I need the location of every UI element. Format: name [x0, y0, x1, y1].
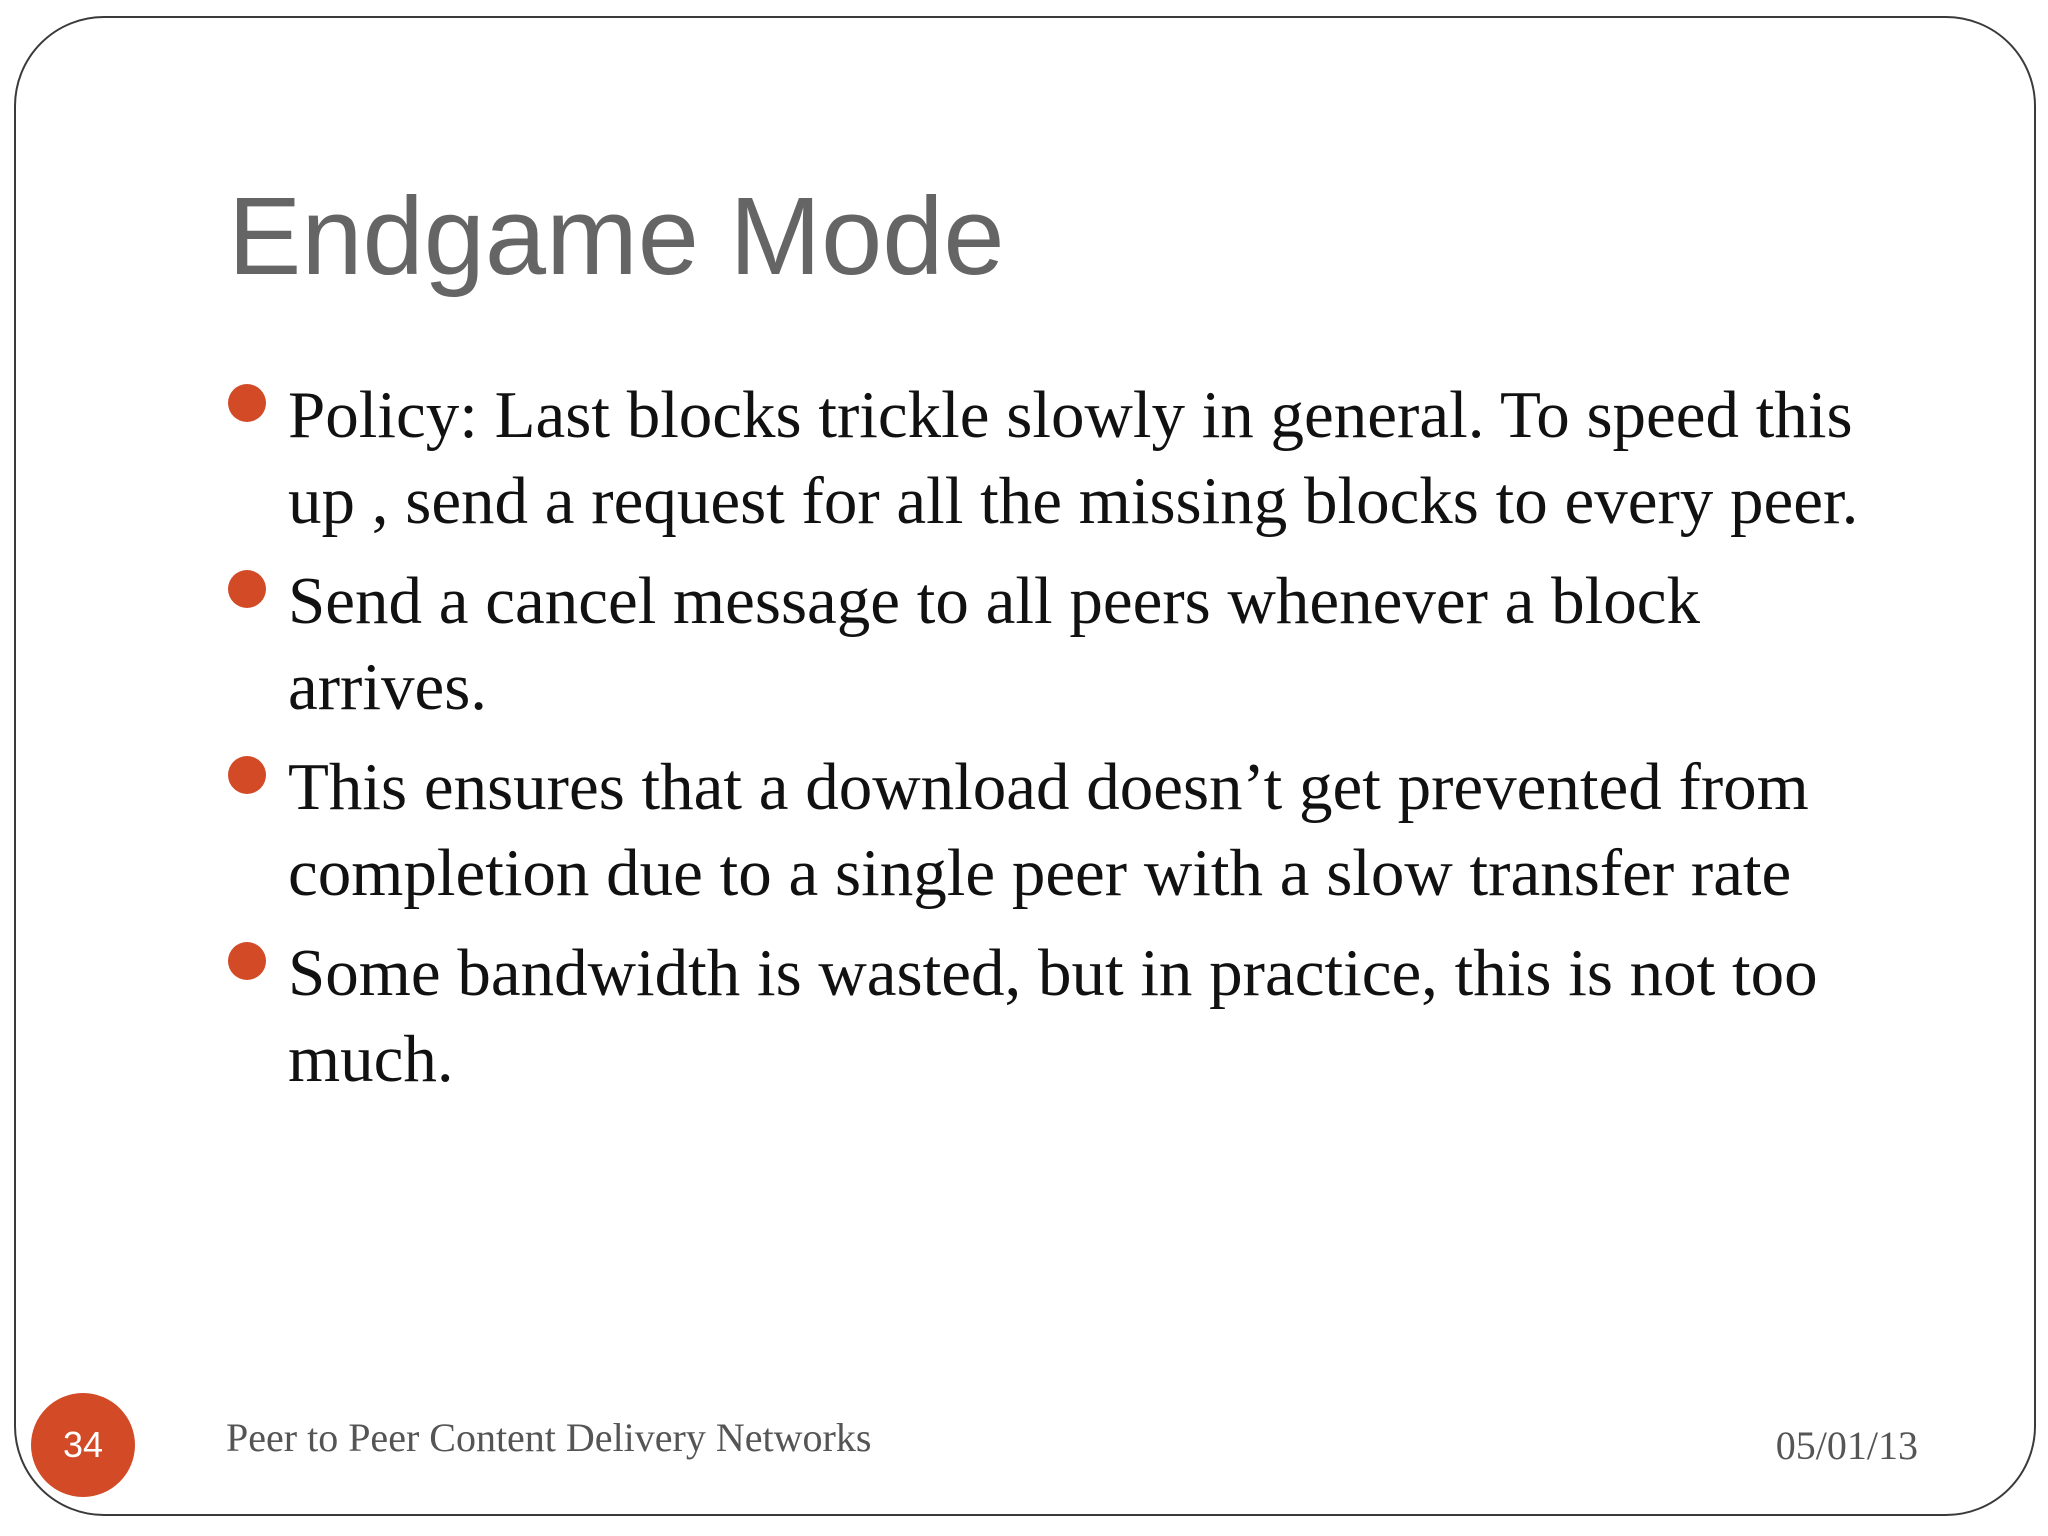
bullet-item — [222, 930, 1882, 1102]
bullet-item — [222, 744, 1882, 916]
bullet-list — [222, 372, 1882, 1116]
bullet-text: Some bandwidth is wasted, but in practice, this is not too much. — [288, 936, 1818, 1096]
bullet-item — [222, 558, 1882, 730]
footer-title: Peer to Peer Content Delivery Networks — [226, 1415, 872, 1460]
bullet-text: This ensures that a download doesn’t get prevented from completion due to a single peer with a slow transfer rate — [288, 750, 1809, 910]
page-number: 34 — [62, 1424, 104, 1465]
bullet-dot-icon — [228, 756, 266, 794]
slide-title: Endgame Mode — [228, 175, 1005, 298]
bullet-item — [222, 372, 1882, 544]
footer-date: 05/01/13 — [1775, 1423, 1918, 1468]
bullet-text: Send a cancel message to all peers whenever a block arrives. — [288, 564, 1700, 724]
page-number-badge — [31, 1393, 135, 1497]
bullet-dot-icon — [228, 942, 266, 980]
bullet-text: Policy: Last blocks trickle slowly in general. To speed this up , send a request for all the missing blocks to every peer. — [288, 378, 1859, 538]
bullet-dot-icon — [228, 384, 266, 422]
bullet-dot-icon — [228, 570, 266, 608]
